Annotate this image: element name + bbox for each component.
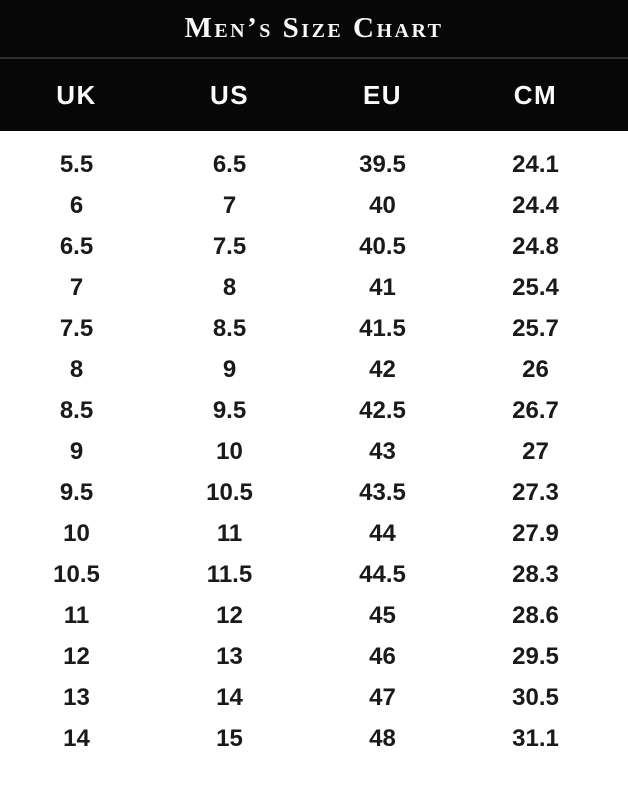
size-cell: 41 bbox=[369, 273, 396, 301]
size-cell: 14 bbox=[63, 724, 90, 752]
size-cell: 13 bbox=[63, 683, 90, 711]
table-row bbox=[0, 267, 612, 308]
size-cell: 29.5 bbox=[512, 642, 559, 670]
page-title: Men’s Size Chart bbox=[184, 12, 444, 44]
size-cell: 42 bbox=[369, 355, 396, 383]
size-cell: 43.5 bbox=[359, 478, 406, 506]
size-cell: 8.5 bbox=[59, 396, 94, 424]
size-cell: 9 bbox=[222, 355, 237, 383]
size-cell: 7 bbox=[69, 273, 84, 301]
size-cell: 11.5 bbox=[206, 560, 253, 588]
size-cell: 12 bbox=[216, 601, 243, 629]
size-cell: 24.4 bbox=[512, 191, 559, 219]
size-cell: 24.8 bbox=[512, 232, 559, 260]
size-cell: 41.5 bbox=[359, 314, 406, 342]
size-cell: 10 bbox=[63, 519, 90, 547]
size-cell: 31.1 bbox=[512, 724, 559, 752]
size-cell: 27.9 bbox=[512, 519, 559, 547]
table-row bbox=[0, 595, 612, 636]
size-cell: 10.5 bbox=[206, 478, 253, 506]
size-cell: 40.5 bbox=[359, 232, 406, 260]
column-header-row bbox=[0, 59, 628, 131]
size-cell: 6.5 bbox=[212, 150, 247, 178]
size-cell: 7 bbox=[222, 191, 237, 219]
table-row bbox=[0, 349, 612, 390]
table-row bbox=[0, 636, 612, 677]
size-cell: 25.4 bbox=[512, 273, 559, 301]
size-cell: 5.5 bbox=[59, 150, 94, 178]
size-cell: 25.7 bbox=[512, 314, 559, 342]
size-cell: 8 bbox=[69, 355, 84, 383]
table-row bbox=[0, 554, 612, 595]
table-row bbox=[0, 308, 612, 349]
size-cell: 9.5 bbox=[59, 478, 94, 506]
size-cell: 26.7 bbox=[512, 396, 559, 424]
size-cell: 42.5 bbox=[359, 396, 406, 424]
title-bar bbox=[0, 0, 628, 57]
column-header-cm: CM bbox=[513, 79, 558, 110]
size-cell: 6 bbox=[69, 191, 84, 219]
table-row bbox=[0, 185, 612, 226]
size-cell: 14 bbox=[216, 683, 243, 711]
table-row bbox=[0, 431, 612, 472]
size-cell: 27.3 bbox=[512, 478, 559, 506]
size-cell: 26 bbox=[522, 355, 549, 383]
size-cell: 48 bbox=[369, 724, 396, 752]
size-cell: 28.3 bbox=[512, 560, 559, 588]
size-cell: 9.5 bbox=[212, 396, 247, 424]
size-cell: 39.5 bbox=[359, 150, 406, 178]
size-cell: 40 bbox=[369, 191, 396, 219]
size-cell: 43 bbox=[369, 437, 396, 465]
table-row bbox=[0, 513, 612, 554]
table-row bbox=[0, 472, 612, 513]
size-cell: 10.5 bbox=[53, 560, 100, 588]
size-cell: 13 bbox=[216, 642, 243, 670]
size-cell: 46 bbox=[369, 642, 396, 670]
size-cell: 6.5 bbox=[59, 232, 94, 260]
table-row bbox=[0, 390, 612, 431]
size-cell: 10 bbox=[216, 437, 243, 465]
size-cell: 8.5 bbox=[212, 314, 247, 342]
table-row bbox=[0, 226, 612, 267]
table-row bbox=[0, 144, 612, 185]
size-cell: 28.6 bbox=[512, 601, 559, 629]
size-cell: 7.5 bbox=[59, 314, 94, 342]
size-table-body bbox=[0, 131, 628, 759]
size-cell: 45 bbox=[369, 601, 396, 629]
size-cell: 7.5 bbox=[212, 232, 247, 260]
size-cell: 47 bbox=[369, 683, 396, 711]
size-cell: 30.5 bbox=[512, 683, 559, 711]
size-cell: 11 bbox=[216, 519, 243, 547]
size-cell: 24.1 bbox=[512, 150, 559, 178]
size-cell: 15 bbox=[216, 724, 243, 752]
size-cell: 12 bbox=[63, 642, 90, 670]
column-header-us: US bbox=[209, 79, 250, 110]
column-header-uk: UK bbox=[56, 79, 97, 110]
size-cell: 8 bbox=[222, 273, 237, 301]
column-header-eu: EU bbox=[362, 79, 403, 110]
size-cell: 9 bbox=[69, 437, 84, 465]
table-row bbox=[0, 718, 612, 759]
size-cell: 44 bbox=[369, 519, 396, 547]
table-row bbox=[0, 677, 612, 718]
size-cell: 27 bbox=[522, 437, 549, 465]
size-cell: 11 bbox=[63, 601, 90, 629]
size-cell: 44.5 bbox=[359, 560, 406, 588]
